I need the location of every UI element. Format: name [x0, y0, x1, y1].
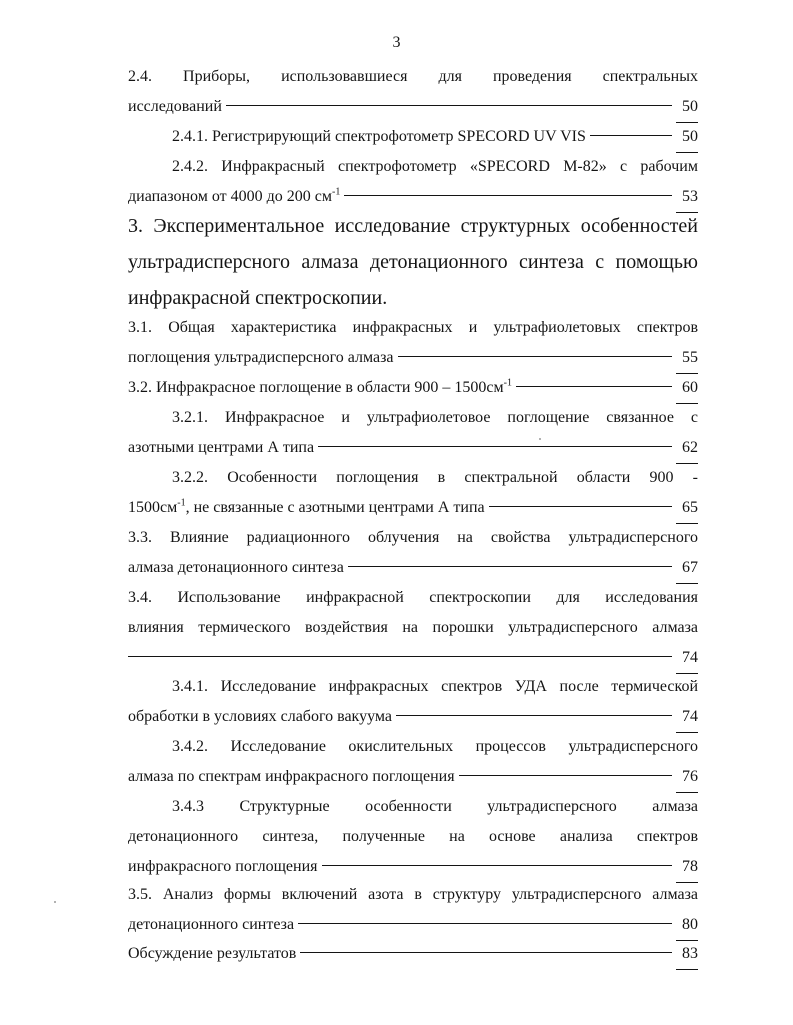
toc-entry-3-5 — [128, 880, 698, 940]
toc-line — [128, 762, 698, 792]
leader-line — [348, 566, 672, 567]
superscript: -1 — [503, 377, 512, 389]
superscript: -1 — [177, 497, 186, 509]
toc-line: детонационного синтеза, полученные на основе анализа спектров — [128, 828, 698, 845]
leader-line — [226, 105, 672, 106]
toc-line: 3.5. Анализ формы включений азота в структуру ультрадисперсного алмаза — [128, 886, 698, 903]
toc-page: 53 — [676, 182, 698, 213]
leader-line — [344, 195, 672, 196]
toc-line: 3.4.1. Исследование инфракрасных спектров УДА после термической — [172, 678, 698, 695]
toc-line — [128, 553, 698, 583]
toc-text: 2.4.1. Регистрирующий спектрофотометр SPECORD UV VIS — [172, 128, 586, 145]
toc-entry-3-2-1 — [128, 403, 698, 463]
toc-line — [128, 343, 698, 373]
leader-line — [396, 715, 672, 716]
toc-text: алмаза по спектрам инфракрасного поглощения — [128, 768, 455, 785]
toc-line: 3.4.2. Исследование окислительных процессов ультрадисперсного — [172, 738, 698, 755]
toc-page: 50 — [676, 92, 698, 123]
toc-text: поглощения ультрадисперсного алмаза — [128, 349, 394, 366]
toc-page: 76 — [676, 762, 698, 793]
toc-entry-3-4-2 — [128, 732, 698, 792]
toc-text: исследований — [128, 98, 222, 115]
toc-entry-2-4-1 — [128, 122, 698, 152]
leader-line — [322, 865, 673, 866]
scan-speck — [54, 901, 56, 903]
toc-page: 60 — [676, 373, 698, 404]
toc-text — [128, 493, 485, 523]
leader-line — [590, 135, 672, 136]
toc-page: 65 — [676, 493, 698, 524]
toc-line: 3.4. Использование инфракрасной спектроскопии для исследования — [128, 589, 698, 606]
toc-entry-discussion — [128, 939, 698, 969]
toc-text: Обсуждение результатов — [128, 945, 297, 962]
toc-text-rest: , не связанные с азотными центрами А типа — [185, 499, 485, 516]
toc-line: 3.1. Общая характеристика инфракрасных и ультрафиолетовых спектров — [128, 319, 698, 336]
toc-page: 74 — [676, 702, 698, 733]
toc-text-main: 3.2. Инфракрасное поглощение в области 900 – 1500см — [128, 379, 504, 396]
toc-entry-3-4-1 — [128, 672, 698, 732]
toc-line — [128, 939, 698, 969]
toc-page: 62 — [676, 433, 698, 464]
leader-line — [298, 923, 672, 924]
toc-text — [128, 373, 512, 403]
toc-line: 3.3. Влияние радиационного облучения на свойства ультрадисперсного — [128, 529, 698, 546]
toc-page: 78 — [676, 852, 698, 883]
toc-entry-3-2-2 — [128, 463, 698, 523]
toc-line: 2.4.2. Инфракрасный спектрофотометр «SPECORD M-82» с рабочим — [172, 158, 698, 175]
toc-line — [128, 373, 698, 403]
toc-text: алмаза детонационного синтеза — [128, 559, 344, 576]
toc-line: влияния термического воздействия на порошки ультрадисперсного алмаза — [128, 619, 698, 636]
toc-entry-3-1 — [128, 313, 698, 373]
toc-line — [128, 433, 698, 463]
toc-entry-2-4-2 — [128, 152, 698, 212]
toc-page: 55 — [676, 343, 698, 374]
toc-line: 3.2.1. Инфракрасное и ультрафиолетовое поглощение связанное с — [172, 409, 698, 426]
toc-text: детонационного синтеза — [128, 916, 295, 933]
toc-page: 50 — [676, 122, 698, 153]
heading-line: 3. Экспериментальное исследование структурных особенностей — [128, 215, 698, 237]
toc-entry-3-4 — [128, 583, 698, 673]
heading-line: инфракрасной спектроскопии. — [128, 287, 388, 309]
toc-entry-3-3 — [128, 523, 698, 583]
page-number: 3 — [392, 34, 401, 51]
toc-line — [128, 702, 698, 732]
heading-line: ультрадисперсного алмаза детонационного синтеза с помощью — [128, 251, 698, 273]
leader-line — [398, 356, 672, 357]
toc-line — [128, 852, 698, 882]
superscript: -1 — [332, 186, 341, 198]
toc-line — [128, 493, 698, 523]
scan-speck — [539, 438, 541, 440]
toc-text-main: диапазоном от 4000 до 200 см — [128, 188, 333, 205]
toc-page: 74 — [676, 643, 698, 674]
toc-line — [128, 910, 698, 940]
toc-line: 3.4.3 Структурные особенности ультрадисперсного алмаза — [172, 798, 698, 815]
leader-line — [318, 446, 672, 447]
toc-line — [128, 92, 698, 122]
toc-line: 2.4. Приборы, использовавшиеся для проведения спектральных — [128, 68, 698, 85]
toc-page: 80 — [676, 910, 698, 941]
toc-page: 67 — [676, 553, 698, 584]
leader-line — [128, 656, 672, 657]
toc-entry-2-4 — [128, 62, 698, 122]
toc-text: азотными центрами А типа — [128, 439, 315, 456]
toc-line — [128, 643, 698, 673]
toc-line — [128, 122, 698, 152]
toc-text: инфракрасного поглощения — [128, 858, 318, 875]
chapter-3-heading — [128, 208, 698, 316]
leader-line — [489, 506, 672, 507]
leader-line — [300, 952, 672, 953]
toc-entry-3-2 — [128, 373, 698, 403]
toc-line: 3.2.2. Особенности поглощения в спектральной области 900 - — [172, 469, 698, 486]
toc-text: обработки в условиях слабого вакуума — [128, 708, 393, 725]
toc-page: 83 — [676, 939, 698, 970]
leader-line — [516, 386, 672, 387]
leader-line — [459, 775, 672, 776]
toc-text-main: 1500см — [128, 499, 178, 516]
toc-entry-3-4-3 — [128, 792, 698, 882]
